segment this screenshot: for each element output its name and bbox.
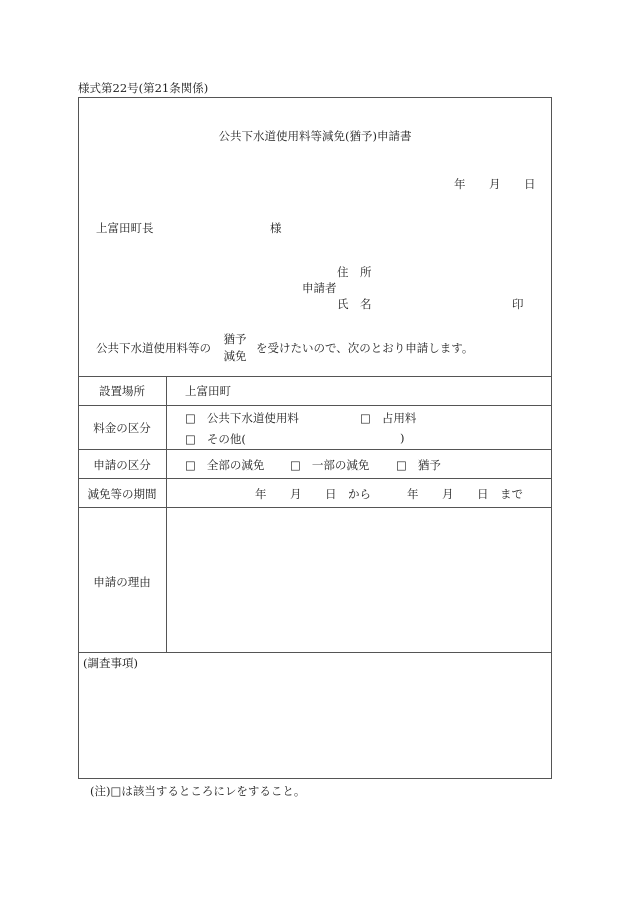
fee-option-other-label: その他( <box>206 432 246 446</box>
checkbox-icon[interactable]: □ <box>290 458 301 472</box>
fee-option-occupancy[interactable] <box>360 410 416 426</box>
survey-label: (調査事項) <box>83 656 138 670</box>
checkbox-icon[interactable]: □ <box>185 458 196 472</box>
period-to-month[interactable]: 月 <box>442 487 454 501</box>
fee-option-sewer-label: 公共下水道使用料 <box>206 411 299 425</box>
kind-option-partial[interactable] <box>290 457 369 473</box>
form-number: 様式第22号(第21条関係) <box>78 81 209 95</box>
period-to-year[interactable]: 年 <box>407 487 419 501</box>
row-divider <box>78 478 552 479</box>
seal-mark: 印 <box>512 297 524 311</box>
kind-option-deferral-label: 猶予 <box>417 458 441 472</box>
name-label: 氏 名 <box>337 297 372 311</box>
date-year[interactable]: 年 <box>454 177 466 191</box>
addressee-honorific: 様 <box>270 221 282 235</box>
period-to-day[interactable]: 日 <box>477 487 489 501</box>
fee-option-occupancy-label: 占用料 <box>381 411 417 425</box>
row-divider <box>78 405 552 406</box>
reason-field[interactable] <box>168 509 550 650</box>
kind-option-full-label: 全部の減免 <box>206 458 265 472</box>
form-frame <box>78 97 552 779</box>
period-from-text: から <box>348 487 371 501</box>
table-top-line <box>78 376 552 377</box>
statement-options <box>218 331 252 365</box>
address-label: 住 所 <box>337 265 372 279</box>
application-kind-label: 申請の区分 <box>93 458 151 472</box>
checkbox-icon[interactable]: □ <box>185 432 196 446</box>
period-to-text: まで <box>500 487 523 501</box>
checkbox-icon[interactable]: □ <box>360 411 371 425</box>
statement-option-deferral: 猶予 <box>223 332 247 346</box>
column-divider <box>166 376 167 652</box>
location-label: 設置場所 <box>99 384 145 398</box>
checkbox-icon[interactable]: □ <box>396 458 407 472</box>
checkbox-icon[interactable]: □ <box>185 411 196 425</box>
location-value[interactable]: 上富田町 <box>185 384 231 398</box>
date-month[interactable]: 月 <box>489 177 501 191</box>
statement-suffix: を受けたいので、次のとおり申請します。 <box>256 341 474 355</box>
form-title: 公共下水道使用料等減免(猶予)申請書 <box>218 129 412 143</box>
row-divider <box>78 449 552 450</box>
kind-option-partial-label: 一部の減免 <box>311 458 370 472</box>
row-divider <box>78 652 552 653</box>
period-from-day[interactable]: 日 <box>325 487 337 501</box>
statement-option-reduction: 減免 <box>223 349 247 363</box>
applicant-label: 申請者 <box>302 281 337 295</box>
fee-category-label: 料金の区分 <box>93 421 151 435</box>
period-from-month[interactable]: 月 <box>290 487 302 501</box>
kind-option-full[interactable] <box>185 457 264 473</box>
period-label: 減免等の期間 <box>87 487 157 501</box>
statement-prefix: 公共下水道使用料等の <box>96 341 211 355</box>
fee-option-sewer[interactable] <box>185 410 299 426</box>
period-from-year[interactable]: 年 <box>255 487 267 501</box>
reason-label: 申請の理由 <box>93 575 151 589</box>
row-divider <box>78 507 552 508</box>
fee-option-other-close: ) <box>400 431 405 445</box>
date-day[interactable]: 日 <box>524 177 536 191</box>
fee-option-other[interactable] <box>185 431 246 447</box>
addressee-name: 上富田町長 <box>96 221 154 235</box>
kind-option-deferral[interactable] <box>396 457 441 473</box>
footnote: (注)□は該当するところにレをすること。 <box>90 784 306 798</box>
